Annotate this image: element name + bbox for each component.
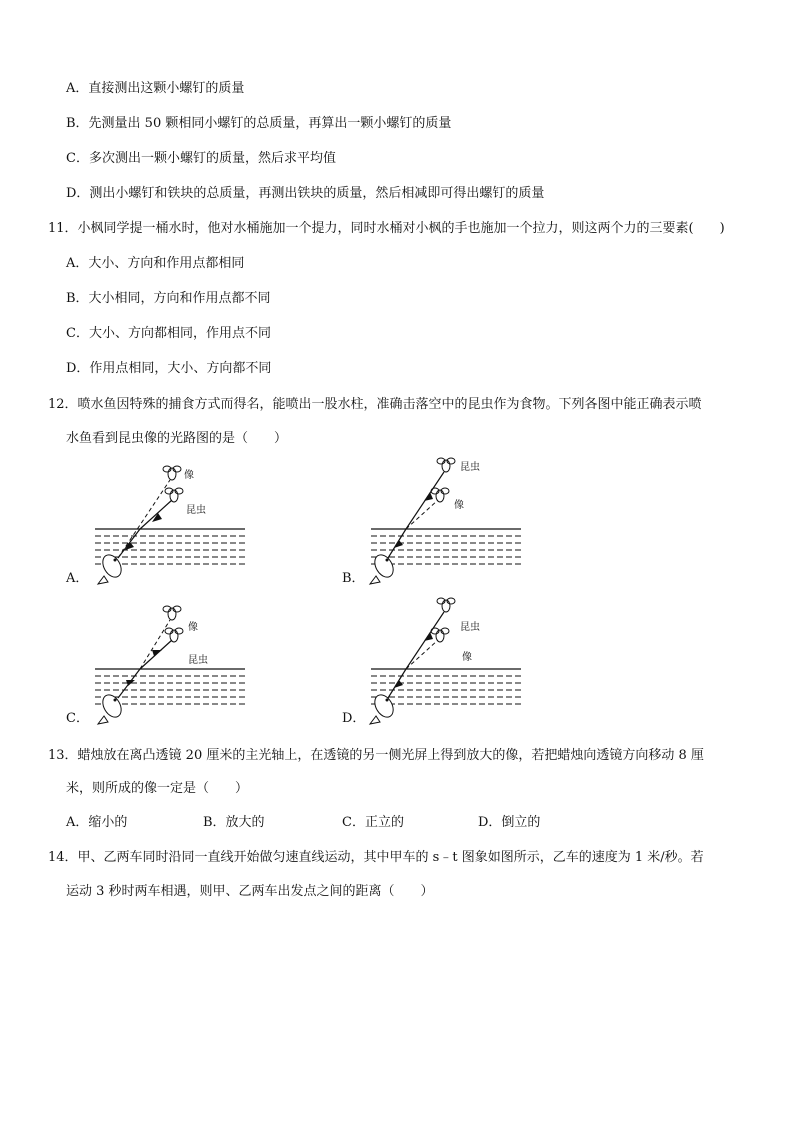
insect-image-icon — [163, 466, 181, 480]
q13-option-c: C．正立的 — [342, 815, 404, 830]
q12-figure-a-top-word: 像 — [184, 470, 194, 481]
fish-icon — [98, 692, 125, 724]
q10-option-b: B．先测量出 50 颗相同小螺钉的总质量，再算出一颗小螺钉的质量 — [66, 116, 452, 131]
q12-figure-d-label: D． — [342, 711, 366, 726]
q12-figure-c-label: C． — [66, 711, 89, 726]
q12-figure-b-label: B． — [342, 571, 365, 586]
q12-stem-line1: 12．喷水鱼因特殊的捕食方式而得名，能喷出一股水柱，准确击落空中的昆虫作为食物。下列各图中能正确表示喷 — [48, 397, 702, 412]
fish-icon — [98, 552, 125, 584]
q13-option-b: B．放大的 — [203, 815, 265, 830]
q10-option-d: D．测出小螺钉和铁块的总质量，再测出铁块的质量，然后相减即可得出螺钉的质量 — [66, 186, 545, 201]
q11-stem: 11．小枫同学提一桶水时，他对水桶施加一个提力，同时水桶对小枫的手也施加一个拉力，则这两个力的三要素( ) — [48, 221, 725, 236]
q10-option-a: A．直接测出这颗小螺钉的质量 — [66, 81, 245, 96]
q13-option-a: A．缩小的 — [66, 815, 128, 830]
insect-image-icon — [431, 488, 449, 502]
q11-option-a: A．大小、方向和作用点都相同 — [66, 256, 245, 271]
q12-stem-line2: 水鱼看到昆虫像的光路图的是（ ） — [66, 431, 288, 446]
q14-stem-line1: 14．甲、乙两车同时沿同一直线开始做匀速直线运动，其中甲车的 s﹣t 图象如图所示，乙车的速度为 1 米/秒。若 — [48, 850, 704, 865]
q13-stem-line2: 米，则所成的像一定是（ ） — [66, 781, 249, 796]
q11-option-c: C．大小、方向都相同，作用点不同 — [66, 326, 271, 341]
insect-image-icon — [163, 606, 181, 620]
q12-figure-a-bottom-word: 昆虫 — [186, 505, 206, 516]
q13-stem-line1: 13．蜡烛放在离凸透镜 20 厘米的主光轴上，在透镜的另一侧光屏上得到放大的像，若把蜡烛向透镜方向移动 8 厘 — [48, 748, 704, 763]
q12-figure-b-top-word: 昆虫 — [460, 462, 480, 473]
insect-icon — [437, 598, 455, 612]
q12-figure-d-diagram — [366, 590, 526, 730]
insect-icon — [165, 488, 183, 502]
q12-figure-c-top-word: 像 — [188, 622, 198, 633]
insect-icon — [437, 458, 455, 472]
insect-image-icon — [431, 628, 449, 642]
q12-figure-c-diagram — [90, 590, 250, 730]
q11-option-b: B．大小相同，方向和作用点都不同 — [66, 291, 271, 306]
q10-option-c: C．多次测出一颗小螺钉的质量，然后求平均值 — [66, 151, 336, 166]
q12-figure-a-diagram — [90, 450, 250, 590]
q12-figure-b-bottom-word: 像 — [454, 500, 464, 511]
q11-option-d: D．作用点相同，大小、方向都不同 — [66, 361, 272, 376]
q14-stem-line2: 运动 3 秒时两车相遇，则甲、乙两车出发点之间的距离（ ） — [66, 884, 434, 899]
fish-icon — [370, 692, 397, 724]
q12-figure-c-bottom-word: 昆虫 — [188, 655, 208, 666]
insect-icon — [165, 628, 183, 642]
q12-figure-a-label: A． — [66, 571, 89, 586]
q13-option-d: D．倒立的 — [478, 815, 541, 830]
q12-figure-d-bottom-word: 像 — [462, 652, 472, 663]
q12-figure-d-top-word: 昆虫 — [460, 622, 480, 633]
fish-icon — [370, 552, 397, 584]
q12-figure-b-diagram — [366, 450, 526, 590]
